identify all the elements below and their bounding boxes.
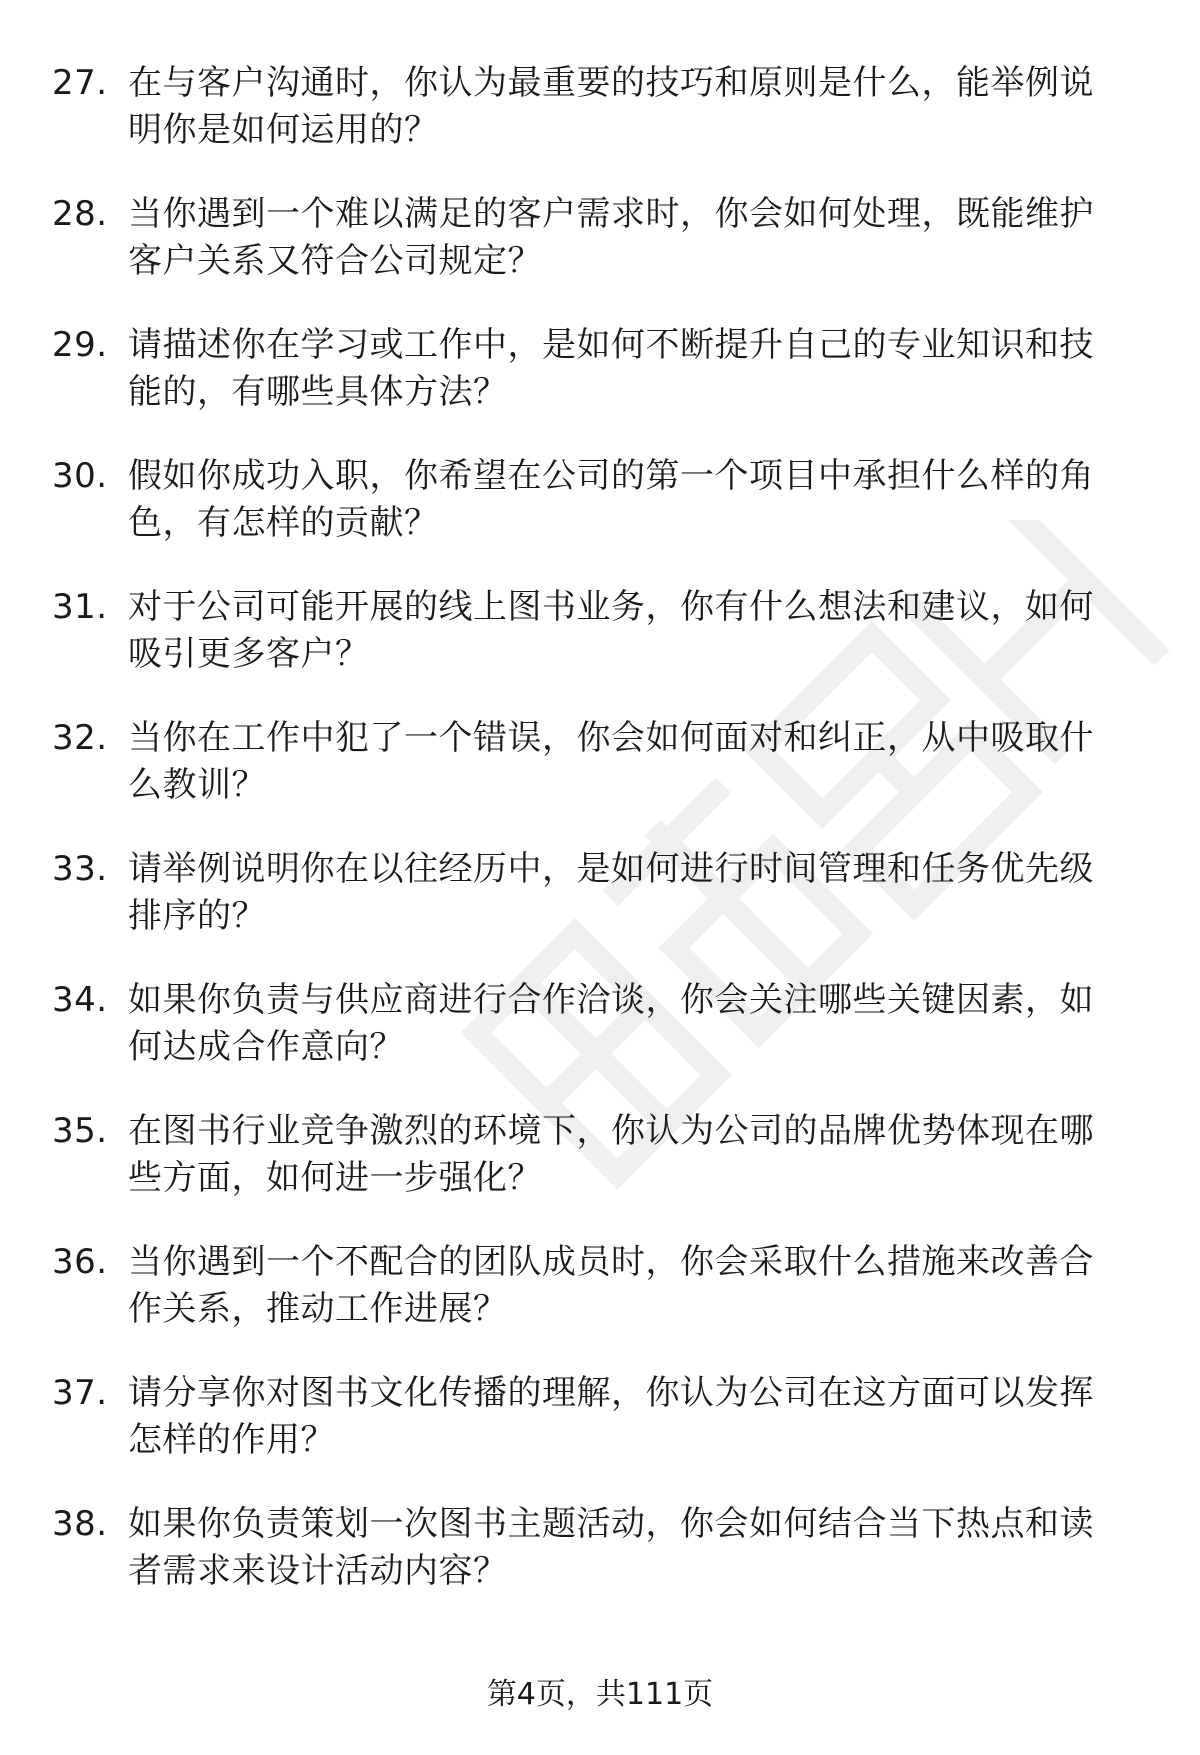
question-text: 请描述你在学习或工作中，是如何不断提升自己的专业知识和技 能的，有哪些具体方法？	[128, 325, 1094, 412]
question-number: 29.	[52, 325, 108, 365]
list-item	[0, 322, 1200, 453]
question-text: 当你遇到一个难以满足的客户需求时，你会如何处理，既能维护 客户关系又符合公司规定？	[128, 194, 1094, 281]
question-number: 32.	[52, 718, 108, 758]
list-item	[0, 1239, 1200, 1370]
question-text: 如果你负责策划一次图书主题活动，你会如何结合当下热点和读 者需求来设计活动内容？	[128, 1504, 1094, 1591]
question-number: 35.	[52, 1111, 108, 1151]
question-number: 27.	[52, 63, 108, 103]
list-item	[0, 846, 1200, 977]
list-item	[0, 60, 1200, 191]
list-item	[0, 1108, 1200, 1239]
list-item	[0, 715, 1200, 846]
question-number: 37.	[52, 1373, 108, 1413]
question-number: 33.	[52, 849, 108, 889]
question-number: 34.	[52, 980, 108, 1020]
list-item	[0, 453, 1200, 584]
list-item	[0, 1370, 1200, 1501]
list-item	[0, 191, 1200, 322]
question-text: 在图书行业竞争激烈的环境下，你认为公司的品牌优势体现在哪 些方面，如何进一步强化？	[128, 1111, 1094, 1198]
question-number: 31.	[52, 587, 108, 627]
page-footer: 第4页，共111页	[486, 1677, 714, 1712]
question-text: 如果你负责与供应商进行合作洽谈，你会关注哪些关键因素，如 何达成合作意向？	[128, 980, 1094, 1067]
list-item	[0, 977, 1200, 1108]
question-text: 对于公司可能开展的线上图书业务，你有什么想法和建议，如何 吸引更多客户？	[128, 587, 1094, 674]
list-item	[0, 584, 1200, 715]
question-text: 在与客户沟通时，你认为最重要的技巧和原则是什么，能举例说 明你是如何运用的？	[128, 63, 1094, 150]
list-item	[0, 1501, 1200, 1632]
question-text: 当你遇到一个不配合的团队成员时，你会采取什么措施来改善合 作关系，推动工作进展？	[128, 1242, 1094, 1329]
question-number: 30.	[52, 456, 108, 496]
question-text: 当你在工作中犯了一个错误，你会如何面对和纠正，从中吸取什 么教训？	[128, 718, 1094, 805]
question-number: 38.	[52, 1504, 108, 1544]
question-number: 28.	[52, 194, 108, 234]
question-text: 请举例说明你在以往经历中，是如何进行时间管理和任务优先级 排序的？	[128, 849, 1094, 936]
question-text: 请分享你对图书文化传播的理解，你认为公司在这方面可以发挥 怎样的作用？	[128, 1373, 1094, 1460]
question-list	[0, 60, 1200, 1632]
question-number: 36.	[52, 1242, 108, 1282]
question-text: 假如你成功入职，你希望在公司的第一个项目中承担什么样的角 色，有怎样的贡献？	[128, 456, 1094, 543]
